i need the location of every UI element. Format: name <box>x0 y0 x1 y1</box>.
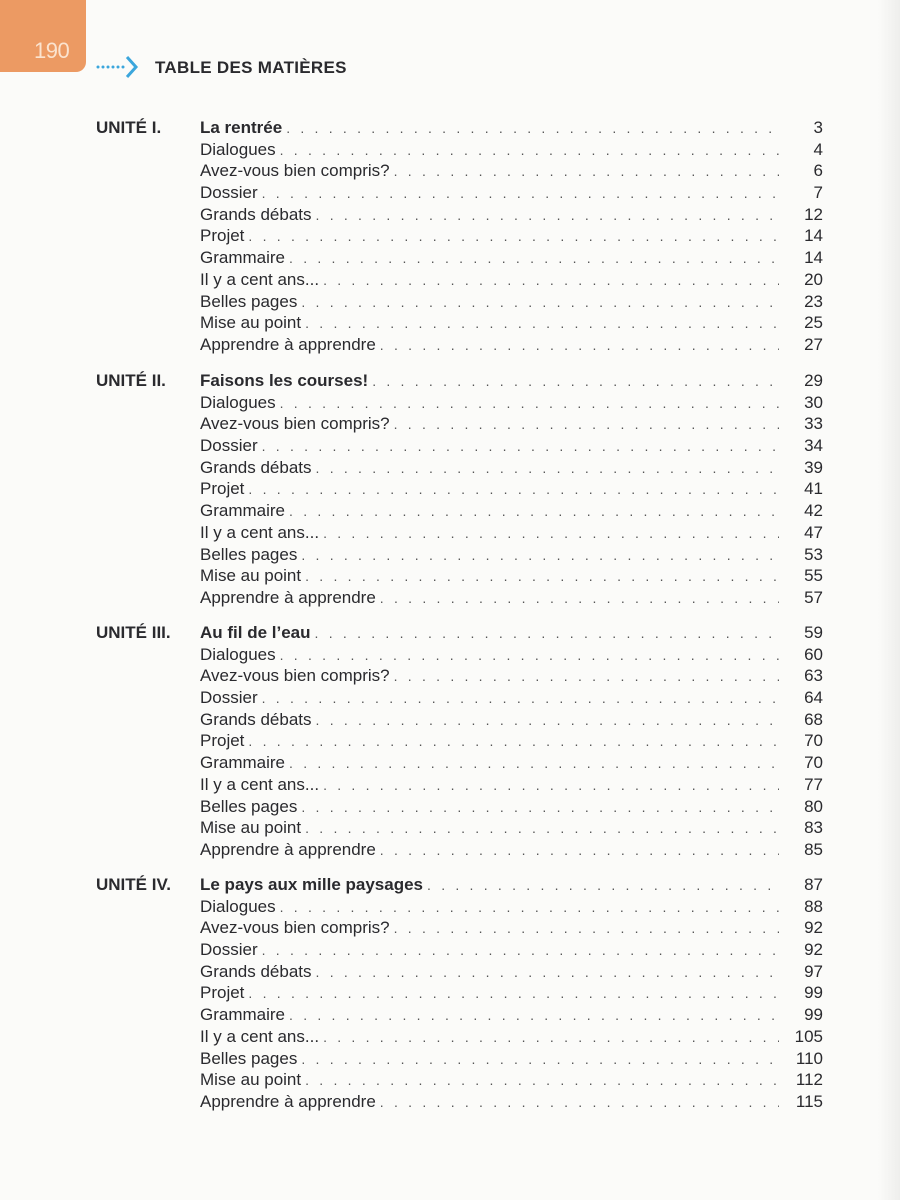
toc-entry[interactable] <box>96 247 823 269</box>
entry-page-number: 20 <box>804 269 823 289</box>
dot-leader <box>323 270 779 292</box>
dot-leader <box>262 940 779 962</box>
toc-entry[interactable] <box>96 644 823 666</box>
entry-page-number: 33 <box>804 414 823 434</box>
dot-leader <box>316 710 779 732</box>
toc-entry[interactable] <box>96 752 823 774</box>
entry-page-number: 42 <box>804 501 823 521</box>
entry-title: Belles pages <box>200 544 298 564</box>
entry-title: Faisons les courses! <box>200 371 369 390</box>
entry-page-number: 92 <box>804 940 823 960</box>
entry-title: Avez-vous bien compris? <box>200 161 390 181</box>
dot-leader <box>380 588 779 610</box>
entry-page-number: 112 <box>795 1070 823 1090</box>
entry-page-number: 12 <box>804 204 823 224</box>
entry-title: Mise au point <box>200 313 302 333</box>
entry-page-number: 92 <box>804 918 823 938</box>
dot-leader <box>394 918 779 940</box>
entry-title: Le pays aux mille paysages <box>200 875 424 894</box>
dot-leader <box>289 248 779 270</box>
entry-page-number: 59 <box>804 623 823 642</box>
unit-section-2 <box>96 370 823 609</box>
toc-entry[interactable] <box>96 774 823 796</box>
toc-entry[interactable] <box>96 1091 823 1113</box>
toc-entry[interactable] <box>96 896 823 918</box>
dot-leader <box>380 840 779 862</box>
dot-leader <box>280 393 779 415</box>
unit-heading-row[interactable] <box>96 622 823 644</box>
toc-entry[interactable] <box>96 1069 823 1091</box>
entry-page-number: 83 <box>804 818 823 838</box>
unit-section-4 <box>96 874 823 1113</box>
toc-entry[interactable] <box>96 544 823 566</box>
page-number-tab <box>0 0 86 72</box>
entry-page-number: 6 <box>813 161 823 181</box>
entry-title: Apprendre à apprendre <box>200 587 376 607</box>
unit-section-1 <box>96 117 823 356</box>
entry-title: Dialogues <box>200 392 276 412</box>
entry-title: Projet <box>200 731 245 751</box>
dot-leader <box>316 205 779 227</box>
entry-title: Il y a cent ans... <box>200 522 320 542</box>
toc-entry[interactable] <box>96 457 823 479</box>
toc-entry[interactable] <box>96 565 823 587</box>
dot-leader <box>305 818 779 840</box>
entry-page-number: 105 <box>794 1026 823 1046</box>
toc-entry[interactable] <box>96 522 823 544</box>
entry-page-number: 25 <box>804 313 823 333</box>
dot-leader <box>248 983 779 1005</box>
dot-leader <box>301 292 779 314</box>
dot-leader <box>262 183 779 205</box>
dot-leader <box>394 414 779 436</box>
toc-entry[interactable] <box>96 139 823 161</box>
dot-leader <box>305 313 779 335</box>
toc-entry[interactable] <box>96 687 823 709</box>
entry-title: Grammaire <box>200 1005 286 1025</box>
dot-leader <box>280 140 779 162</box>
entry-page-number: 115 <box>795 1091 823 1111</box>
entry-title: Dossier <box>200 688 258 708</box>
entry-title: Belles pages <box>200 1048 298 1068</box>
entry-title: Dialogues <box>200 644 276 664</box>
toc-entry[interactable] <box>96 182 823 204</box>
entry-title: Dossier <box>200 940 258 960</box>
unit-label: UNITÉ II. <box>96 371 166 390</box>
dot-leader <box>262 436 779 458</box>
toc-entry[interactable] <box>96 291 823 313</box>
entry-page-number: 57 <box>804 587 823 607</box>
entry-title: Mise au point <box>200 566 302 586</box>
dot-leader <box>280 645 779 667</box>
entry-page-number: 64 <box>804 688 823 708</box>
toc-entry[interactable] <box>96 500 823 522</box>
entry-page-number: 7 <box>813 183 823 203</box>
entry-page-number: 110 <box>795 1048 823 1068</box>
entry-page-number: 30 <box>804 392 823 412</box>
entry-title: Grands débats <box>200 457 312 477</box>
entry-title: Il y a cent ans... <box>200 774 320 794</box>
entry-page-number: 70 <box>804 753 823 773</box>
entry-title: Grammaire <box>200 501 286 521</box>
toc-entry[interactable] <box>96 665 823 687</box>
entry-title: Apprendre à apprendre <box>200 334 376 354</box>
dotted-arrow-icon <box>96 54 144 80</box>
entry-title: Grands débats <box>200 204 312 224</box>
entry-title: Dossier <box>200 436 258 456</box>
dot-leader <box>289 501 779 523</box>
entry-title: Grands débats <box>200 709 312 729</box>
dot-leader <box>394 161 779 183</box>
dot-leader <box>280 897 779 919</box>
toc-entry[interactable] <box>96 204 823 226</box>
entry-title: Apprendre à apprendre <box>200 839 376 859</box>
dot-leader <box>286 118 779 140</box>
entry-title: Il y a cent ans... <box>200 1026 320 1046</box>
toc-entry[interactable] <box>96 1048 823 1070</box>
entry-title: Dialogues <box>200 896 276 916</box>
entry-title: Projet <box>200 479 245 499</box>
entry-title: Dossier <box>200 183 258 203</box>
dot-leader <box>248 731 779 753</box>
entry-page-number: 47 <box>804 522 823 542</box>
page-number: 190 <box>34 38 70 63</box>
dot-leader <box>305 566 779 588</box>
entry-title: Il y a cent ans... <box>200 269 320 289</box>
entry-title: Mise au point <box>200 818 302 838</box>
entry-title: Grammaire <box>200 753 286 773</box>
entry-title: Mise au point <box>200 1070 302 1090</box>
toc-entry[interactable] <box>96 796 823 818</box>
dot-leader <box>427 875 779 897</box>
entry-title: Grands débats <box>200 961 312 981</box>
toc-entry[interactable] <box>96 982 823 1004</box>
toc-entry[interactable] <box>96 709 823 731</box>
dot-leader <box>323 775 779 797</box>
dot-leader <box>372 371 779 393</box>
entry-page-number: 3 <box>813 118 823 137</box>
unit-heading-row[interactable] <box>96 874 823 896</box>
entry-page-number: 88 <box>804 896 823 916</box>
dot-leader <box>394 666 779 688</box>
entry-title: Au fil de l’eau <box>200 623 311 642</box>
entry-title: Grammaire <box>200 248 286 268</box>
toc-entry[interactable] <box>96 839 823 861</box>
toc-entry[interactable] <box>96 478 823 500</box>
entry-title: Apprendre à apprendre <box>200 1091 376 1111</box>
entry-title: La rentrée <box>200 118 283 137</box>
dot-leader <box>248 226 779 248</box>
entry-page-number: 70 <box>804 731 823 751</box>
toc-entry[interactable] <box>96 917 823 939</box>
toc-entry[interactable] <box>96 225 823 247</box>
dot-leader <box>248 479 779 501</box>
entry-title: Dialogues <box>200 139 276 159</box>
toc-entry[interactable] <box>96 413 823 435</box>
entry-page-number: 55 <box>804 566 823 586</box>
dot-leader <box>289 753 779 775</box>
toc-entry[interactable] <box>96 587 823 609</box>
toc-entry[interactable] <box>96 1004 823 1026</box>
toc-entry[interactable] <box>96 160 823 182</box>
entry-page-number: 14 <box>804 248 823 268</box>
dot-leader <box>301 545 779 567</box>
entry-page-number: 41 <box>804 479 823 499</box>
toc-entry[interactable] <box>96 312 823 334</box>
toc-entry[interactable] <box>96 435 823 457</box>
unit-section-3 <box>96 622 823 861</box>
section-title: TABLE DES MATIÈRES <box>155 58 347 77</box>
toc-entry[interactable] <box>96 392 823 414</box>
toc-entry[interactable] <box>96 961 823 983</box>
entry-page-number: 77 <box>804 774 823 794</box>
dot-leader <box>262 688 779 710</box>
dot-leader <box>305 1070 779 1092</box>
entry-page-number: 85 <box>804 839 823 859</box>
dot-leader <box>301 797 779 819</box>
toc-entry[interactable] <box>96 817 823 839</box>
dot-leader <box>316 962 779 984</box>
dot-leader <box>380 335 779 357</box>
entry-title: Projet <box>200 983 245 1003</box>
entry-page-number: 60 <box>804 644 823 664</box>
toc-entry[interactable] <box>96 939 823 961</box>
unit-label: UNITÉ I. <box>96 118 162 137</box>
entry-page-number: 14 <box>804 226 823 246</box>
entry-page-number: 80 <box>804 796 823 816</box>
dot-leader <box>301 1049 779 1071</box>
entry-page-number: 63 <box>804 666 823 686</box>
toc-entry[interactable] <box>96 1026 823 1048</box>
entry-title: Avez-vous bien compris? <box>200 666 390 686</box>
toc-entry[interactable] <box>96 269 823 291</box>
dot-leader <box>380 1092 779 1114</box>
entry-page-number: 87 <box>804 875 823 894</box>
entry-page-number: 27 <box>804 334 823 354</box>
unit-label: UNITÉ IV. <box>96 875 171 894</box>
dot-leader <box>315 623 779 645</box>
dot-leader <box>289 1005 779 1027</box>
entry-page-number: 34 <box>804 436 823 456</box>
entry-title: Avez-vous bien compris? <box>200 414 390 434</box>
dot-leader <box>316 458 779 480</box>
entry-page-number: 23 <box>804 291 823 311</box>
toc-entry[interactable] <box>96 334 823 356</box>
entry-page-number: 53 <box>804 544 823 564</box>
page-edge-shadow <box>878 0 900 1200</box>
unit-label: UNITÉ III. <box>96 623 171 642</box>
dot-leader <box>323 523 779 545</box>
entry-page-number: 99 <box>804 983 823 1003</box>
entry-title: Projet <box>200 226 245 246</box>
entry-title: Belles pages <box>200 291 298 311</box>
entry-page-number: 4 <box>813 139 823 159</box>
entry-page-number: 29 <box>804 371 823 390</box>
unit-heading-row[interactable] <box>96 117 823 139</box>
toc-entry[interactable] <box>96 730 823 752</box>
entry-page-number: 68 <box>804 709 823 729</box>
unit-heading-row[interactable] <box>96 370 823 392</box>
entry-page-number: 39 <box>804 457 823 477</box>
entry-page-number: 97 <box>804 961 823 981</box>
entry-title: Belles pages <box>200 796 298 816</box>
dot-leader <box>323 1027 779 1049</box>
entry-page-number: 99 <box>804 1005 823 1025</box>
entry-title: Avez-vous bien compris? <box>200 918 390 938</box>
